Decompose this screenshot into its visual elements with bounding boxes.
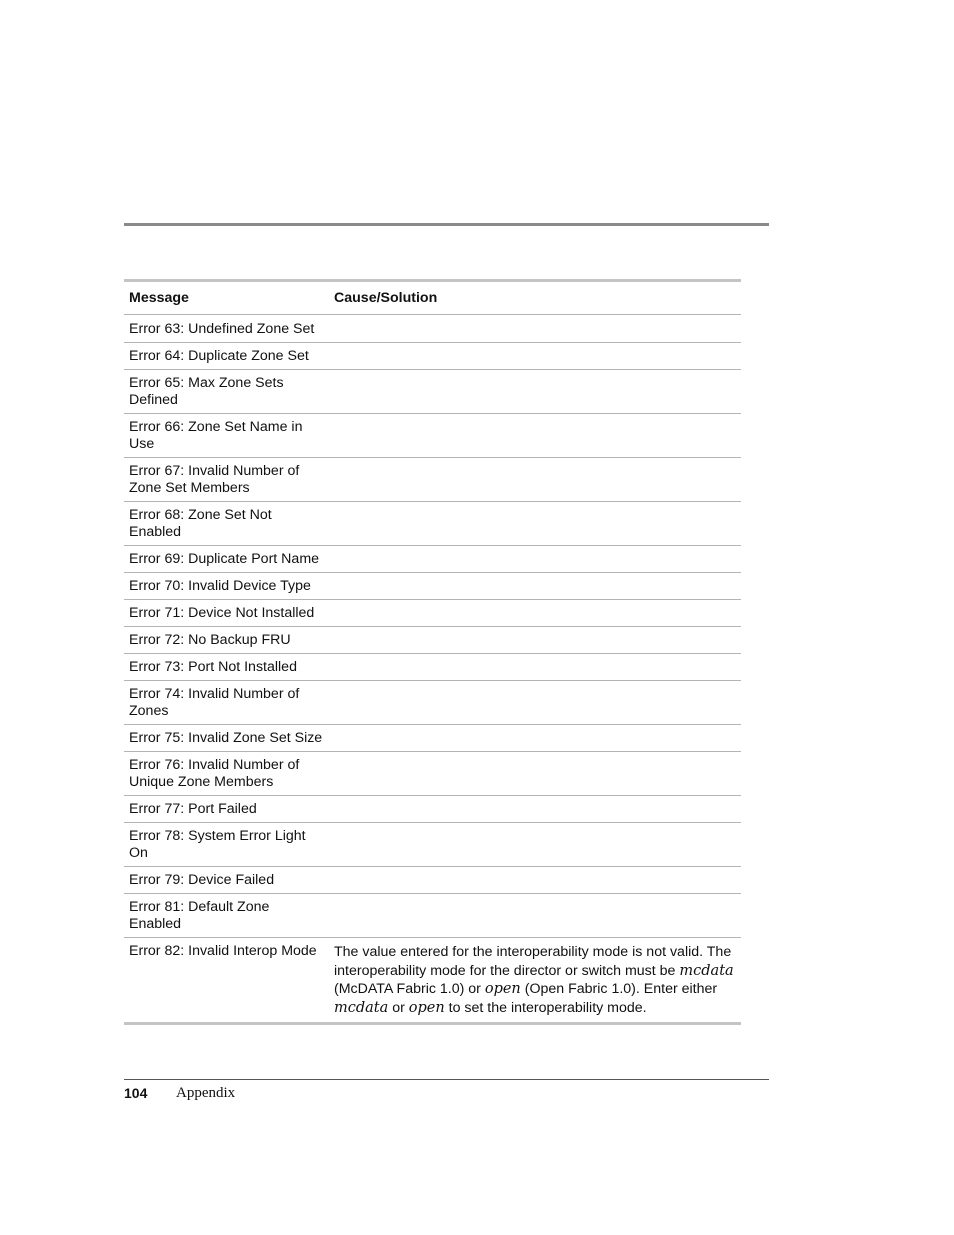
- cause-text: (McDATA Fabric 1.0) or: [334, 981, 485, 997]
- message-cell: Error 73: Port Not Installed: [124, 654, 329, 681]
- table-row: [124, 627, 741, 654]
- header-rule: [124, 223, 769, 226]
- cause-cell: [329, 370, 741, 414]
- cause-cell: [329, 315, 741, 343]
- message-cell: Error 79: Device Failed: [124, 867, 329, 894]
- table-row: [124, 502, 741, 546]
- message-cell: Error 63: Undefined Zone Set: [124, 315, 329, 343]
- cause-cell: [329, 546, 741, 573]
- table-row: [124, 894, 741, 938]
- table-row: [124, 823, 741, 867]
- cause-cell: [329, 796, 741, 823]
- table-row: [124, 573, 741, 600]
- table-row: [124, 343, 741, 370]
- cause-cell: [329, 752, 741, 796]
- message-cell: Error 67: Invalid Number of Zone Set Members: [124, 458, 329, 502]
- mode-value-open: open: [484, 981, 521, 997]
- cause-cell: [329, 681, 741, 725]
- cause-cell: [329, 600, 741, 627]
- message-cell: Error 75: Invalid Zone Set Size: [124, 725, 329, 752]
- message-cell: Error 72: No Backup FRU: [124, 627, 329, 654]
- table-row: [124, 752, 741, 796]
- cause-cell: [329, 867, 741, 894]
- footer-rule: [124, 1079, 769, 1080]
- cause-text: (Open Fabric 1.0). Enter either: [520, 981, 718, 997]
- table-header-row: [124, 281, 741, 315]
- cause-cell: [329, 458, 741, 502]
- header-message: Message: [124, 281, 329, 315]
- header-cause-solution: Cause/Solution: [329, 281, 741, 315]
- error-message-table: [124, 279, 741, 1025]
- message-cell: Error 68: Zone Set Not Enabled: [124, 502, 329, 546]
- message-cell: Error 70: Invalid Device Type: [124, 573, 329, 600]
- message-cell: Error 76: Invalid Number of Unique Zone Members: [124, 752, 329, 796]
- cause-cell: [329, 627, 741, 654]
- cause-cell: [329, 725, 741, 752]
- message-cell: Error 69: Duplicate Port Name: [124, 546, 329, 573]
- mode-value-mcdata: mcdata: [679, 962, 734, 979]
- table-row: [124, 725, 741, 752]
- message-cell: Error 82: Invalid Interop Mode: [124, 938, 329, 1024]
- message-cell: Error 78: System Error Light On: [124, 823, 329, 867]
- cause-cell: [329, 894, 741, 938]
- table-row: [124, 867, 741, 894]
- table-row: [124, 370, 741, 414]
- table-row: [124, 546, 741, 573]
- cause-cell: [329, 502, 741, 546]
- section-title: Appendix: [176, 1085, 236, 1101]
- table-row: [124, 654, 741, 681]
- message-cell: Error 74: Invalid Number of Zones: [124, 681, 329, 725]
- table-row: [124, 681, 741, 725]
- message-cell: Error 65: Max Zone Sets Defined: [124, 370, 329, 414]
- message-cell: Error 81: Default Zone Enabled: [124, 894, 329, 938]
- table-row: [124, 938, 741, 1024]
- cause-cell: [329, 938, 741, 1024]
- message-cell: Error 66: Zone Set Name in Use: [124, 414, 329, 458]
- cause-text: to set the interoperability mode.: [444, 999, 647, 1016]
- cause-cell: [329, 654, 741, 681]
- cause-cell: [329, 343, 741, 370]
- mode-value-open: open: [408, 999, 445, 1016]
- mode-value-mcdata: mcdata: [334, 999, 389, 1016]
- cause-cell: [329, 823, 741, 867]
- cause-cell: [329, 414, 741, 458]
- message-cell: Error 64: Duplicate Zone Set: [124, 343, 329, 370]
- cause-cell: [329, 573, 741, 600]
- cause-text: The value entered for the interoperability mode is not valid. The interoperability mode for the director or switch must be: [334, 944, 732, 979]
- table-row: [124, 458, 741, 502]
- message-cell: Error 77: Port Failed: [124, 796, 329, 823]
- table-row: [124, 414, 741, 458]
- cause-text: or: [388, 999, 409, 1016]
- table-row: [124, 600, 741, 627]
- page-number: 104: [124, 1085, 148, 1101]
- table-row: [124, 796, 741, 823]
- table-row: [124, 315, 741, 343]
- message-cell: Error 71: Device Not Installed: [124, 600, 329, 627]
